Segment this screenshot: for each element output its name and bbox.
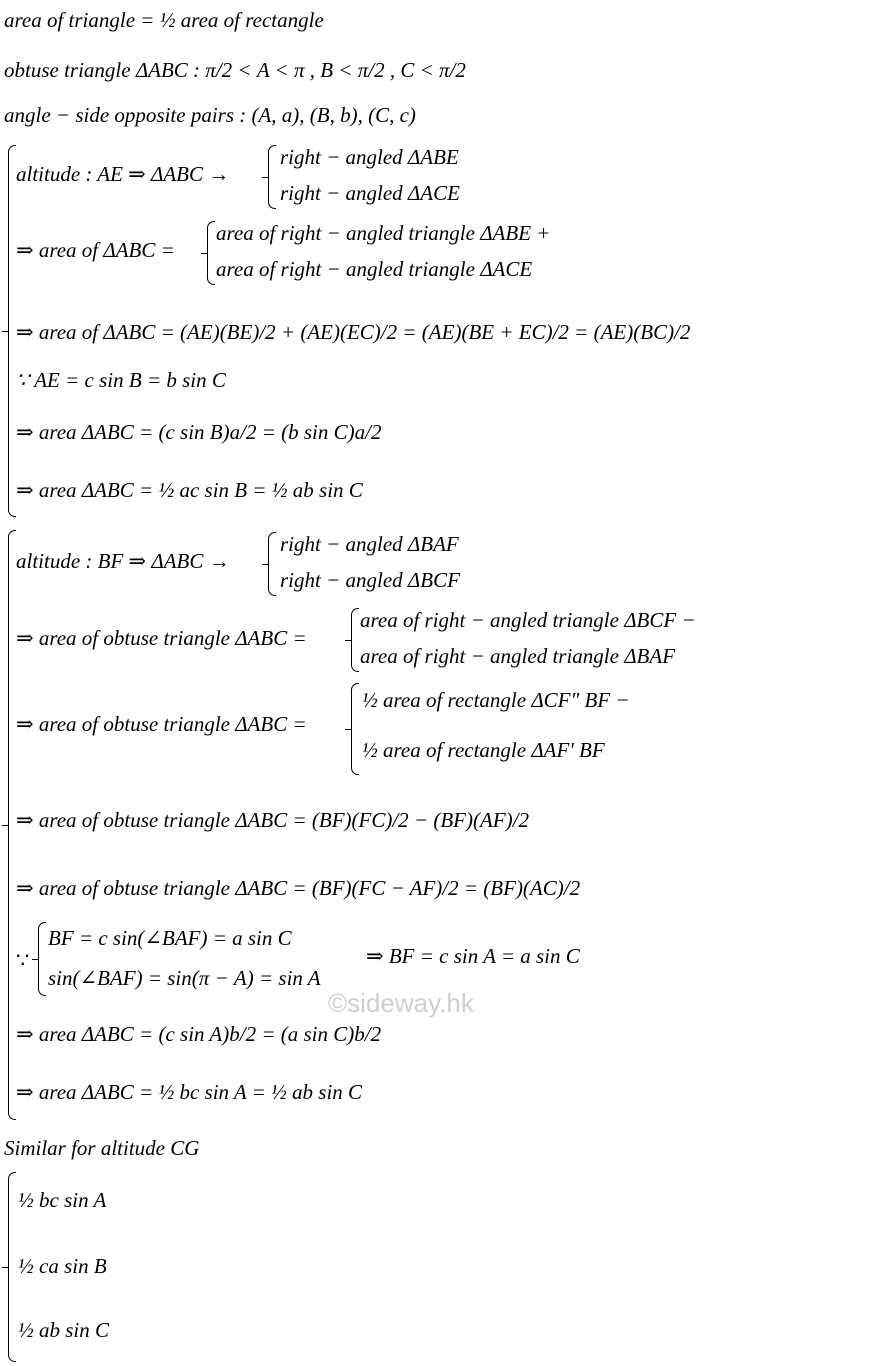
result-3 [18, 1318, 109, 1343]
brace-b6 [38, 922, 46, 996]
case-a2r2 [216, 257, 532, 282]
brace-b2 [351, 608, 359, 672]
result-2 [18, 1254, 107, 1279]
case-b2r2 [360, 644, 675, 669]
line-b7 [16, 1022, 381, 1047]
case-b3r2 [362, 738, 605, 763]
eq-r3: ½ ab sin C [18, 1318, 110, 1342]
line-similar [4, 1136, 199, 1161]
line-triangle-rectangle [4, 8, 324, 33]
result-1 [18, 1188, 106, 1213]
line-a1 [16, 162, 229, 187]
line-a3 [16, 320, 690, 345]
eq-a3: ⇒ area of ΔABC = (AE)(BE)/2 + (AE)(EC)/2 = (AE)(BE + EC)/2 = (AE)(BC)/2 [16, 320, 691, 344]
eq-b2r1: area of right − angled triangle ΔBCF − [360, 608, 696, 632]
eq-a5: ⇒ area ΔABC = (c sin B)a/2 = (b sin C)a/2 [16, 420, 382, 444]
eq-similar: Similar for altitude CG [4, 1136, 200, 1160]
eq-b2r2: area of right − angled triangle ΔBAF [360, 644, 676, 668]
block-a-brace [8, 145, 16, 517]
eq-r1: ½ bc sin A [18, 1188, 107, 1212]
brace-b3 [351, 683, 359, 775]
case-a1r1 [280, 145, 459, 170]
case-b6r1 [48, 926, 292, 951]
eq-a2: ⇒ area of ΔABC = [16, 238, 175, 262]
line-a5 [16, 420, 381, 445]
eq-a2r1: area of right − angled triangle ΔABE + [216, 221, 551, 245]
result-brace [8, 1172, 16, 1362]
line-a4 [16, 368, 226, 393]
case-a2r1 [216, 221, 550, 246]
case-b1r2 [280, 568, 460, 593]
eq-area-triangle: area of triangle = ½ area of rectangle [4, 8, 324, 32]
brace-a2 [207, 221, 215, 285]
case-a1r2 [280, 181, 460, 206]
eq-b5: ⇒ area of obtuse triangle ΔABC = (BF)(FC − AF)/2 = (BF)(AC)/2 [16, 876, 581, 900]
line-b5 [16, 876, 580, 901]
line-b4 [16, 808, 529, 833]
eq-a4: ∵ AE = c sin B = b sin C [16, 368, 226, 392]
case-b1r1 [280, 532, 459, 557]
case-b3r1 [362, 688, 630, 713]
watermark: ©sideway.hk [328, 988, 474, 1018]
eq-a2r2: area of right − angled triangle ΔACE [216, 257, 533, 281]
eq-b7: ⇒ area ΔABC = (c sin A)b/2 = (a sin C)b/2 [16, 1022, 382, 1046]
line-b2 [16, 626, 307, 651]
eq-b3r1: ½ area of rectangle ΔCF" BF − [362, 688, 630, 712]
block-b-brace [8, 530, 16, 1120]
eq-r2: ½ ca sin B [18, 1254, 107, 1278]
eq-a1: altitude : AE ⇒ ΔABC → [16, 162, 230, 186]
eq-a1r2: right − angled ΔACE [280, 181, 460, 205]
eq-b3: ⇒ area of obtuse triangle ΔABC = [16, 712, 307, 736]
eq-b3r2: ½ area of rectangle ΔAF' BF [362, 738, 605, 762]
eq-b6r2: sin(∠BAF) = sin(π − A) = sin A [48, 966, 321, 990]
eq-b2: ⇒ area of obtuse triangle ΔABC = [16, 626, 307, 650]
eq-a6: ⇒ area ΔABC = ½ ac sin B = ½ ab sin C [16, 478, 363, 502]
line-a6 [16, 478, 363, 503]
line-b1 [16, 549, 230, 574]
case-b2r1 [360, 608, 696, 633]
eq-b6r1: BF = c sin(∠BAF) = a sin C [48, 926, 292, 950]
eq-b8: ⇒ area ΔABC = ½ bc sin A = ½ ab sin C [16, 1080, 363, 1104]
line-angle-side-pairs [4, 103, 416, 128]
brace-a1 [268, 145, 276, 209]
line-b3 [16, 712, 307, 737]
eq-pairs: angle − side opposite pairs : (A, a), (B, b), (C, c) [4, 103, 416, 127]
eq-b6: ⇒ BF = c sin A = a sin C [366, 944, 580, 968]
eq-b1: altitude : BF ⇒ ΔABC → [16, 549, 230, 573]
eq-obtuse: obtuse triangle ΔABC : π/2 < A < π , B < π/2 , C < π/2 [4, 58, 466, 82]
brace-b1 [268, 532, 276, 596]
case-b6r2 [48, 966, 321, 991]
line-b8 [16, 1080, 362, 1105]
eq-b4: ⇒ area of obtuse triangle ΔABC = (BF)(FC)/2 − (BF)(AF)/2 [16, 808, 529, 832]
line-obtuse-definition [4, 58, 466, 83]
line-a2 [16, 238, 175, 263]
because-symbol: ∵ [16, 948, 30, 972]
line-b6 [366, 944, 580, 969]
eq-a1r1: right − angled ΔABE [280, 145, 459, 169]
eq-b1r1: right − angled ΔBAF [280, 532, 459, 556]
eq-b1r2: right − angled ΔBCF [280, 568, 460, 592]
